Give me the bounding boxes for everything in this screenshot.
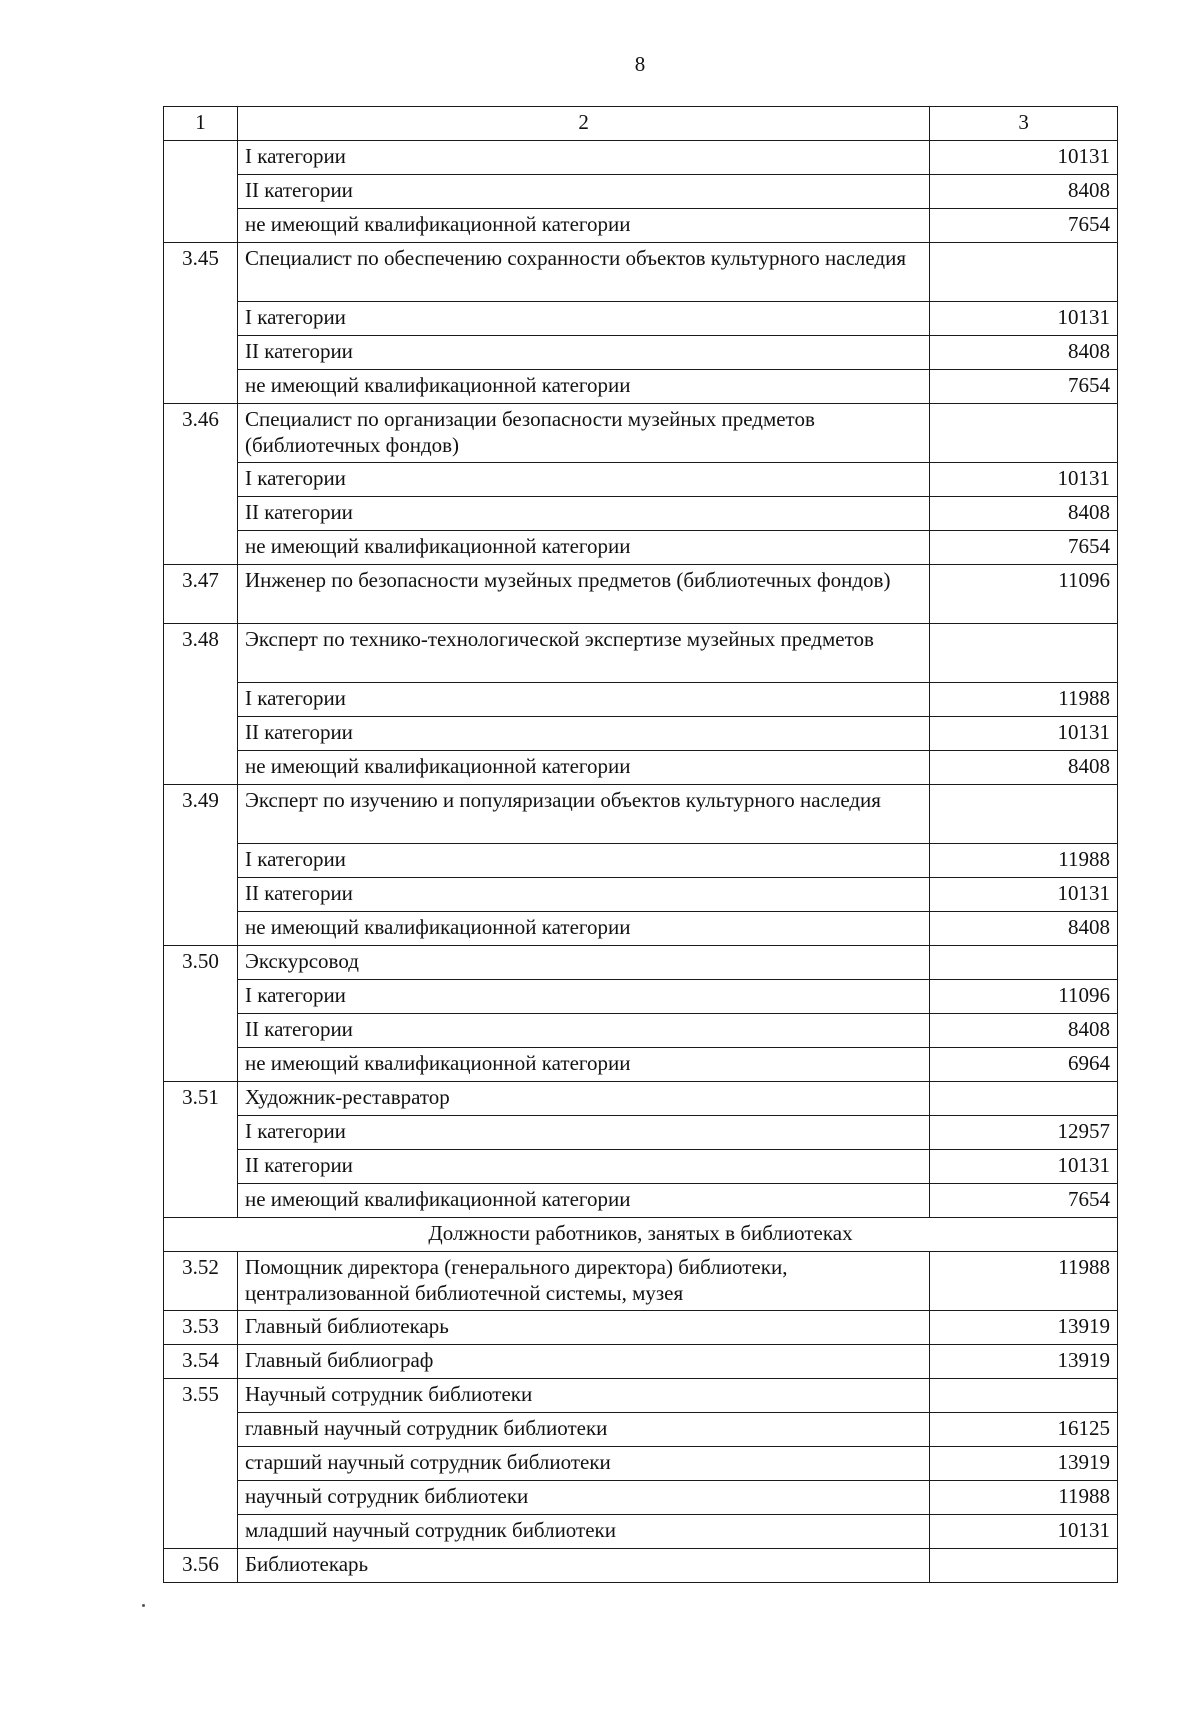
table-row (164, 1014, 1118, 1048)
salary-value: 11988 (930, 844, 1118, 878)
table-row (164, 878, 1118, 912)
salary-value: 10131 (930, 302, 1118, 336)
category-label: не имеющий квалификационной категории (237, 531, 929, 565)
table-row (164, 302, 1118, 336)
table-row (164, 209, 1118, 243)
table-row (164, 1184, 1118, 1218)
salary-value: 10131 (930, 463, 1118, 497)
scan-speck (142, 1604, 145, 1607)
position-number: 3.54 (164, 1345, 238, 1379)
category-label: II категории (237, 717, 929, 751)
salary-value: 8408 (930, 497, 1118, 531)
table-row (164, 844, 1118, 878)
position-title: Главный библиограф (237, 1345, 929, 1379)
category-label: II категории (237, 497, 929, 531)
salary-value: 6964 (930, 1048, 1118, 1082)
position-number: 3.46 (164, 404, 238, 565)
salary-value: 11988 (930, 1481, 1118, 1515)
position-number: 3.48 (164, 624, 238, 785)
position-title: Экскурсовод (237, 946, 929, 980)
category-label: I категории (237, 844, 929, 878)
category-label: I категории (237, 141, 929, 175)
category-label: главный научный сотрудник библиотеки (237, 1413, 929, 1447)
position-title: Помощник директора (генерального директора) библиотеки, централизованной библиотечной системы, музея (237, 1252, 929, 1311)
salary-value: 10131 (930, 717, 1118, 751)
table-row (164, 370, 1118, 404)
salary-value (930, 1082, 1118, 1116)
category-label: не имеющий квалификационной категории (237, 751, 929, 785)
page-number: 8 (634, 52, 646, 76)
salary-value (930, 243, 1118, 302)
salary-value: 16125 (930, 1413, 1118, 1447)
category-label: I категории (237, 302, 929, 336)
salary-value: 7654 (930, 1184, 1118, 1218)
position-title: Художник-реставратор (237, 1082, 929, 1116)
salary-value: 10131 (930, 141, 1118, 175)
salary-value: 11988 (930, 1252, 1118, 1311)
table-row (164, 980, 1118, 1014)
position-title: Библиотекарь (237, 1549, 929, 1583)
table-row (164, 751, 1118, 785)
category-label: не имеющий квалификационной категории (237, 370, 929, 404)
table-row (164, 336, 1118, 370)
category-label: не имеющий квалификационной категории (237, 209, 929, 243)
position-number (164, 141, 238, 243)
table-row (164, 785, 1118, 844)
table-row (164, 1311, 1118, 1345)
category-label: старший научный сотрудник библиотеки (237, 1447, 929, 1481)
position-number: 3.50 (164, 946, 238, 1082)
salary-value (930, 1549, 1118, 1583)
table-row (164, 624, 1118, 683)
salary-value: 8408 (930, 912, 1118, 946)
category-label: научный сотрудник библиотеки (237, 1481, 929, 1515)
salary-value: 8408 (930, 175, 1118, 209)
table-row (164, 717, 1118, 751)
position-number: 3.51 (164, 1082, 238, 1218)
table-row (164, 175, 1118, 209)
position-number: 3.56 (164, 1549, 238, 1583)
category-label: I категории (237, 463, 929, 497)
salary-value: 10131 (930, 1150, 1118, 1184)
table-row (164, 565, 1118, 624)
category-label: II категории (237, 175, 929, 209)
table-row (164, 404, 1118, 463)
table-row (164, 1082, 1118, 1116)
position-number: 3.45 (164, 243, 238, 404)
category-label: II категории (237, 1150, 929, 1184)
salary-value: 13919 (930, 1447, 1118, 1481)
position-title: Инженер по безопасности музейных предметов (библиотечных фондов) (237, 565, 929, 624)
table-row (164, 1481, 1118, 1515)
salary-value: 8408 (930, 1014, 1118, 1048)
category-label: II категории (237, 1014, 929, 1048)
table-row (164, 1549, 1118, 1583)
table-row (164, 683, 1118, 717)
header-col-2: 2 (237, 107, 929, 141)
table-row (164, 1413, 1118, 1447)
category-label: младший научный сотрудник библиотеки (237, 1515, 929, 1549)
table-row (164, 1252, 1118, 1311)
category-label: II категории (237, 878, 929, 912)
category-label: не имеющий квалификационной категории (237, 1048, 929, 1082)
table-row (164, 497, 1118, 531)
salary-value: 7654 (930, 370, 1118, 404)
salary-value (930, 404, 1118, 463)
salary-value (930, 946, 1118, 980)
salary-value: 11096 (930, 980, 1118, 1014)
salary-value: 8408 (930, 751, 1118, 785)
salary-value: 8408 (930, 336, 1118, 370)
table-row (164, 531, 1118, 565)
salary-value (930, 785, 1118, 844)
table-row (164, 243, 1118, 302)
position-title: Главный библиотекарь (237, 1311, 929, 1345)
position-number: 3.55 (164, 1379, 238, 1549)
header-col-1: 1 (164, 107, 238, 141)
salary-value: 12957 (930, 1116, 1118, 1150)
table-row (164, 141, 1118, 175)
table-row (164, 1345, 1118, 1379)
position-number: 3.53 (164, 1311, 238, 1345)
position-title: Эксперт по технико-технологической экспертизе музейных предметов (237, 624, 929, 683)
table-row (164, 1048, 1118, 1082)
position-number: 3.52 (164, 1252, 238, 1311)
section-row (164, 1218, 1118, 1252)
position-number: 3.47 (164, 565, 238, 624)
salary-value: 11096 (930, 565, 1118, 624)
position-title: Эксперт по изучению и популяризации объектов культурного наследия (237, 785, 929, 844)
table-row (164, 1150, 1118, 1184)
table-row (164, 1379, 1118, 1413)
category-label: не имеющий квалификационной категории (237, 1184, 929, 1218)
table-row (164, 1447, 1118, 1481)
table-row (164, 463, 1118, 497)
salary-value: 13919 (930, 1311, 1118, 1345)
salary-value: 10131 (930, 1515, 1118, 1549)
position-title: Специалист по обеспечению сохранности объектов культурного наследия (237, 243, 929, 302)
salary-value: 7654 (930, 531, 1118, 565)
position-number: 3.49 (164, 785, 238, 946)
header-col-3: 3 (930, 107, 1118, 141)
table-row (164, 1116, 1118, 1150)
table-header-row (164, 107, 1118, 141)
category-label: I категории (237, 1116, 929, 1150)
category-label: II категории (237, 336, 929, 370)
category-label: I категории (237, 683, 929, 717)
category-label: не имеющий квалификационной категории (237, 912, 929, 946)
table-row (164, 1515, 1118, 1549)
salary-value: 11988 (930, 683, 1118, 717)
category-label: I категории (237, 980, 929, 1014)
salary-table (163, 106, 1118, 1583)
section-heading: Должности работников, занятых в библиотеках (164, 1218, 1118, 1252)
position-title: Специалист по организации безопасности музейных предметов (библиотечных фондов) (237, 404, 929, 463)
salary-value: 13919 (930, 1345, 1118, 1379)
table-row (164, 946, 1118, 980)
salary-value (930, 1379, 1118, 1413)
position-title: Научный сотрудник библиотеки (237, 1379, 929, 1413)
salary-value: 10131 (930, 878, 1118, 912)
salary-value (930, 624, 1118, 683)
table-row (164, 912, 1118, 946)
salary-value: 7654 (930, 209, 1118, 243)
